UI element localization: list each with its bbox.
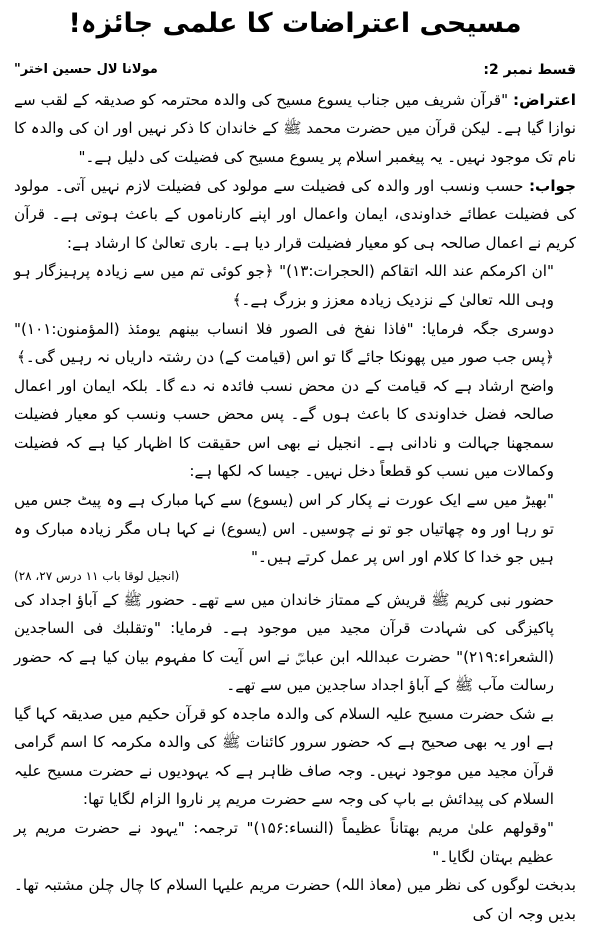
body-paragraph	[14, 372, 576, 486]
gospel-reference: (انجیل لوقا باب ۱۱ درس ۲۷، ۲۸)	[14, 569, 180, 584]
article-title: مسیحی اعتراضات کا علمی جائزہ!	[68, 8, 522, 39]
paragraph-text: واضح ارشاد ہے کہ قیامت کے دن محض نسب فائدہ نہ دے گا۔ بلکہ ایمان اور اعمال صالحہ فضل خداوندی کا باعث ہوں گے۔ پس محض حسب ونسب کو معیار فضیلت سمجھنا جہالت و نادانی ہے۔ انجیل نے بھی اس حقیقت کا اظہار کیا ہے کہ فضیلت وکمالات میں نسب کو قطعاً دخل نہیں۔ جیسا کہ لکھا ہے:	[14, 377, 554, 481]
paragraph-text: دوسری جگہ فرمایا: "فاذا نفخ فی الصور فلا انساب بینهم یومئذ (المؤمنون:۱۰۱)" ﴿پس جب صور میں پھونکا جائے گا تو اس (قیامت کے) دن رشتہ داریاں نہ رہیں گی۔﴾	[14, 319, 554, 367]
paragraph-text: بے شک حضرت مسیح علیہ السلام کی والدہ ماجدہ کو قرآن حکیم میں صدیقہ کہا گیا ہے اور یہ بھی صحیح ہے کہ حضور سرور کائنات ﷺ کی والدہ مکرمہ کا اسم گرامی قرآن مجید میں موجود نہیں۔ وجہ صاف ظاہر ہے کہ یہودیوں نے حضرت مسیح علیہ السلام کی پیدائش بے باپ کی وجہ سے حضرت مریم پر ناروا الزام لگایا تھا:	[14, 705, 554, 809]
paragraph-text: بدبخت لوگوں کی نظر میں (معاذ اللہ) حضرت مریم علیہا السلام کا چال چلن مشتبہ تھا۔ بدیں وجہ ان کی	[14, 876, 576, 923]
author-name: مولانا لال حسین اختر"	[14, 62, 158, 77]
body-paragraph	[14, 700, 576, 814]
paragraph-text: "قرآن شریف میں جناب یسوع مسیح کی والدہ محترمہ کو صدیقہ کے لقب سے نوازا گیا ہے۔ لیکن قرآن میں حضرت محمد ﷺ کے خاندان کا ذکر نہیں اور ان کی والدہ کا نام تک موجود نہیں۔ یہ پیغمبر اسلام پر یسوع مسیح کی فضیلت کی دلیل ہے۔"	[14, 91, 576, 166]
body-paragraph	[14, 871, 576, 928]
gospel-quote-paragraph	[14, 486, 576, 585]
paragraph-label: جواب:	[528, 176, 576, 195]
paragraph-text: "ان اکرمکم عند اللہ اتقاکم (الحجرات:۱۳)" ﴿جو کوئی تم میں سے زیادہ پرہیزگار ہو وہی اللہ تعالیٰ کے نزدیک زیادہ معزز و بزرگ ہے۔﴾	[14, 262, 554, 309]
paragraph-text: حسب ونسب اور والدہ کی فضیلت سے مولود کی فضیلت لازم نہیں آتی۔ مولود کی فضیلت عطائے خداوندی، ایمان واعمال اور اپنے کارناموں کے باعث ہوتی ہے۔ قرآن کریم نے اعمال صالحہ ہی کو معیار فضیلت قرار دیا ہے۔ باری تعالیٰ کا ارشاد ہے:	[14, 176, 576, 252]
article-meta	[14, 60, 576, 86]
quran-quote-paragraph	[14, 315, 576, 372]
objection-paragraph	[14, 86, 576, 171]
paragraph-label: اعتراض:	[513, 91, 576, 109]
paragraph-text: "بھیڑ میں سے ایک عورت نے پکار کر اس (یسوع) سے کہا مبارک ہے وہ پیٹ جس میں تو رہا اور وہ چھاتیاں جو تو نے چوسیں۔ اس (یسوع) نے کہا ہاں مگر زیادہ مبارک وہ ہیں جو خدا کا کلام اور اس پر عمل کرتے ہیں۔"	[14, 491, 554, 566]
quran-quote-paragraph	[14, 257, 576, 314]
quran-quote-paragraph	[14, 814, 576, 871]
body-paragraph	[14, 586, 576, 700]
answer-paragraph	[14, 172, 576, 257]
installment-label: قسط نمبر 2:	[483, 62, 576, 78]
article-body	[14, 86, 576, 928]
paragraph-text: حضور نبی کریم ﷺ قریش کے ممتاز خاندان میں سے تھے۔ حضور ﷺ کے آباؤ اجداد کی پاکیزگی کی شہادت قرآن مجید میں موجود ہے۔ فرمایا: "وتقلبك فی الساجدین (الشعراء:۲۱۹)" حضرت عبداللہ ابن عباسؓ نے اس آیت کا مفہوم بیان کیا ہے کہ حضور رسالت مآب ﷺ کے آباؤ اجداد ساجدین میں سے تھے۔	[14, 590, 554, 695]
paragraph-text: "وقولهم علیٰ مریم بهتاناً عظیماً (النساء:۱۵۶)" ترجمہ: "یہود نے حضرت مریم پر عظیم بہتان لگایا۔"	[14, 819, 554, 866]
